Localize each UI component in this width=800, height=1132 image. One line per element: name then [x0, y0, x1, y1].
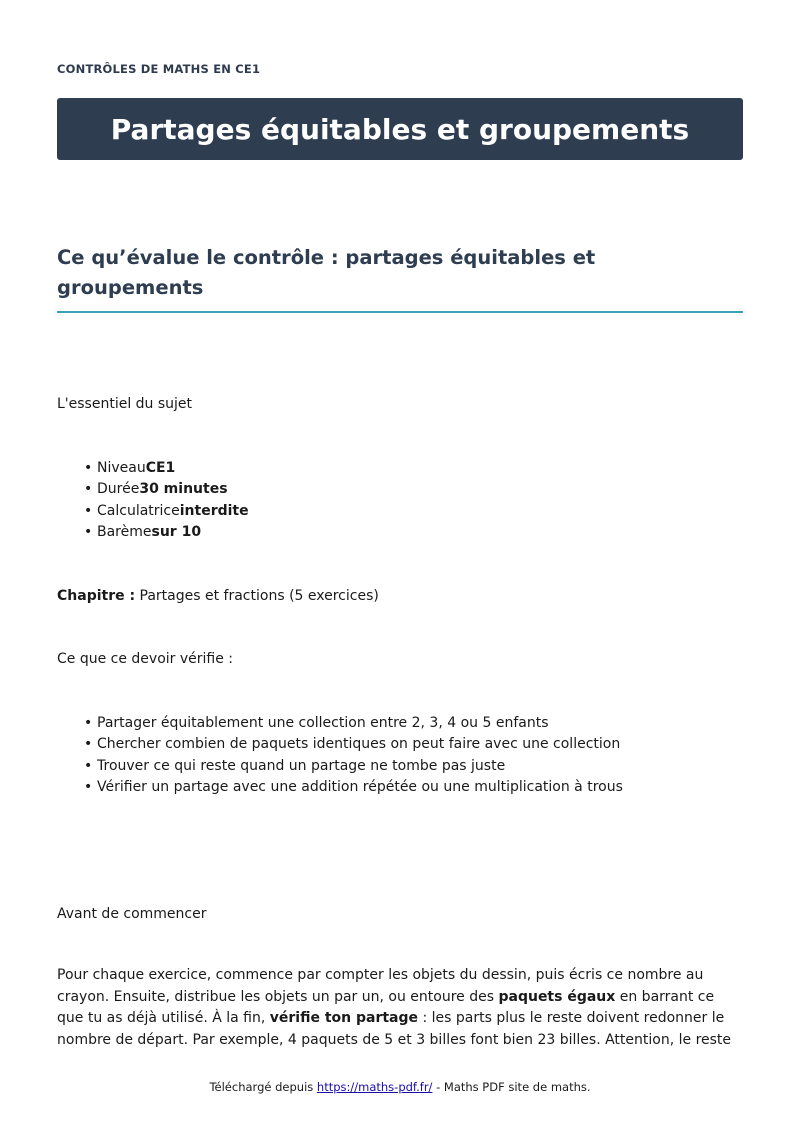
title-banner: [57, 98, 743, 160]
avant-heading: Avant de commencer: [57, 906, 207, 922]
list-item: • Trouver ce qui reste quand un partage ne tombe pas juste: [97, 756, 623, 777]
list-item-calculatrice: • Calculatriceinterdite: [97, 501, 249, 522]
verifie-list: [57, 713, 623, 798]
list-item: • Vérifier un partage avec une addition répétée ou une multiplication à trous: [97, 777, 623, 798]
list-item-bareme: • Barèmesur 10: [97, 522, 249, 543]
list-item-niveau: • NiveauCE1: [97, 458, 249, 479]
chapitre-line: [57, 588, 379, 604]
page-footer: Téléchargé depuis https://maths-pdf.fr/ - Maths PDF site de maths.: [209, 1080, 591, 1094]
essentiel-list: [57, 458, 249, 543]
chapitre-label: Chapitre :: [57, 588, 136, 604]
document-kicker: CONTRÔLES DE MATHS EN CE1: [57, 62, 261, 76]
list-item-duree: • Durée30 minutes: [97, 479, 249, 500]
document-title: Partages équitables et groupements: [110, 112, 690, 146]
verifie-heading: Ce que ce devoir vérifie :: [57, 651, 234, 667]
footer-link[interactable]: https://maths-pdf.fr/: [316, 1080, 433, 1094]
avant-paragraph: Pour chaque exercice, commence par compter les objets du dessin, puis écris ce nombre au crayon. Ensuite, distribue les objets un par un, ou entoure des paquets égaux en barrant ce que tu as déjà utilisé. À la fin, vérifie ton partage : les parts plus le reste doivent redonner le nombre de départ. Par exemple, 4 paquets de 5 et 3 billes font bien 23 billes. Attention, le reste: [57, 967, 732, 1048]
list-item: • Partager équitablement une collection entre 2, 3, 4 ou 5 enfants: [97, 713, 623, 734]
list-item: • Chercher combien de paquets identiques on peut faire avec une collection: [97, 734, 623, 755]
essentiel-heading: L'essentiel du sujet: [57, 396, 193, 412]
section-title: Ce qu’évalue le contrôle : partages équitables et groupements: [57, 243, 743, 313]
chapitre-text: Partages et fractions (5 exercices): [135, 588, 379, 604]
